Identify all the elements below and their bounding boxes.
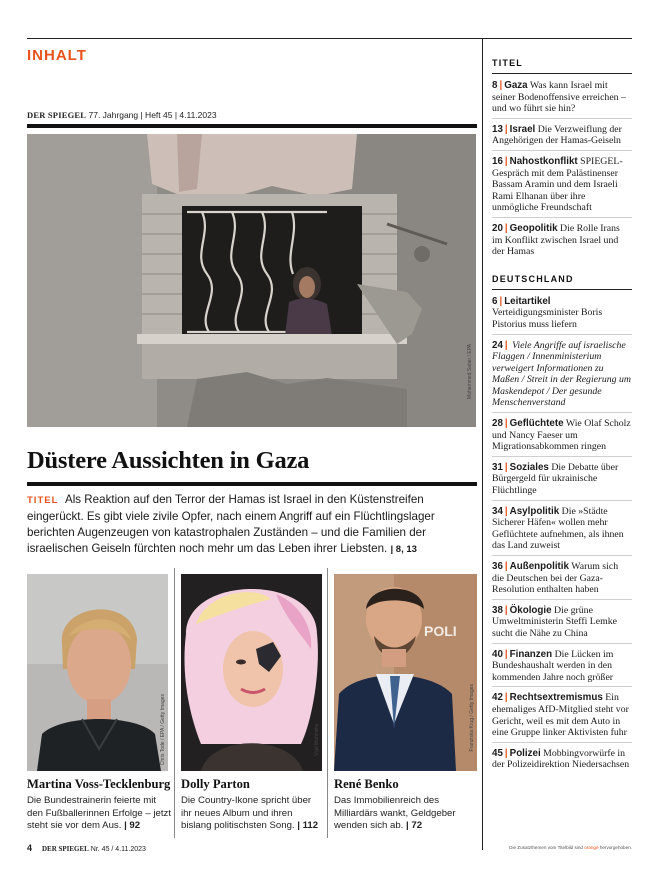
- portrait-rene-benko[interactable]: [334, 574, 477, 771]
- toc-category: Nahostkonflikt: [509, 155, 578, 167]
- toc-text: Viele Angriffe auf israelische Flaggen / Innenministerium verweigert Informationen zu Maßen / Streit in der Regierung um Maskendepot / Der gesunde Menschenverstand: [492, 339, 631, 409]
- toc-page: 24: [492, 339, 503, 351]
- toc-text: SPIEGEL-Gespräch mit dem Palästinenser Bassam Aramin und dem Israeli Rami Elhanan über ihre unmögliche Freundschaft: [492, 155, 623, 214]
- toc-page: 42: [492, 692, 503, 704]
- feature-description: [181, 795, 324, 833]
- hero-lead: [27, 492, 479, 558]
- portrait-credit: Franziska Krug / Getty Images: [469, 684, 475, 752]
- svg-text:POLI: POLI: [424, 623, 457, 639]
- feature-description: [27, 795, 172, 833]
- toc-category: Rechtsextremismus: [509, 692, 603, 704]
- toc-section-title: DEUTSCHLAND: [492, 266, 632, 290]
- toc-text: Mobbingvorwürfe in der Polizeidirektion Niedersachsen: [492, 747, 630, 771]
- feature-description: [334, 795, 477, 833]
- feature-text: Das Immobilienreich des Milliardärs wankt, Geldgeber wenden sich ab.: [334, 795, 456, 832]
- toc-item[interactable]: 40 | Finanzen Die Lücken im Bundeshaushalt werden in den kommenden Jahre noch größer: [492, 649, 632, 688]
- lead-ref: | 8, 13: [390, 544, 417, 555]
- footer-note-orange: orange: [584, 845, 599, 850]
- footer-issue: Nr. 45 / 4.11.2023: [90, 846, 146, 853]
- section-label: INHALT: [27, 47, 87, 64]
- hero-photo[interactable]: [27, 134, 476, 427]
- toc-category: Leitartikel: [504, 295, 551, 307]
- portrait-illustration: [27, 574, 168, 771]
- footer-note-text: hervorgehoben.: [599, 845, 632, 850]
- toc-category: Außenpolitik: [509, 561, 569, 572]
- toc-text: Wie Olaf Scholz und Nancy Faeser um Migrationsabkommen ringen: [492, 418, 631, 453]
- portrait-divider: [327, 568, 328, 838]
- toc-item[interactable]: 24 | Viele Angriffe auf israelische Flaggen / Innenministerium verweigert Informationen zu Maßen / Streit in der Regierung um Maskendepot / Der gesunde Menschenverstand: [492, 340, 632, 414]
- masthead-rule: [27, 124, 477, 128]
- feature-ref: | 92: [124, 820, 141, 832]
- page-number: 4: [27, 843, 33, 853]
- page-footer: [27, 843, 146, 853]
- masthead-brand: DER SPIEGEL: [27, 110, 87, 120]
- toc-text: Die Debatte über Bürgergeld für ukrainische Flüchtlinge: [492, 461, 619, 497]
- toc-page: 40: [492, 648, 503, 660]
- toc-page: 6: [492, 295, 498, 307]
- toc-text: Die Rolle Irans im Konflikt zwischen Israel und der Hamas: [492, 222, 620, 258]
- footer-note-text: Die Zusatzthemen vom Titelbild sind: [509, 845, 583, 850]
- toc-item[interactable]: 20 | Geopolitik Die Rolle Irans im Konflikt zwischen Israel und der Hamas: [492, 222, 620, 258]
- toc-category: Asylpolitik: [509, 505, 560, 517]
- toc-item[interactable]: 34 | Asylpolitik Die »Städte Sicherer Häfen« wollen mehr Geflüchtete aufnehmen, als ihnen das Land zuweist: [492, 506, 632, 556]
- toc-text: Die »Städte Sicherer Häfen« wollen mehr Geflüchtete aufnehmen, als ihnen das Land zuweist: [492, 505, 624, 552]
- toc-item[interactable]: 8 | Gaza Was kann Israel mit seiner Bodenoffensive erreichen – und wo führt sie hin?: [492, 80, 632, 119]
- toc-text: Verteidigungsminister Boris Pistorius muss liefern: [492, 307, 603, 330]
- toc-page: 45: [492, 747, 503, 759]
- lead-tag: TITEL: [27, 495, 59, 506]
- toc-page: 16: [492, 155, 503, 167]
- toc-item[interactable]: 16 | Nahostkonflikt SPIEGEL-Gespräch mit dem Palästinenser Bassam Aramin und dem Israeli Rami Elhanan über ihre unmögliche Freundschaft: [492, 156, 632, 218]
- toc-category: Polizei: [509, 747, 541, 759]
- masthead-issue: 77. Jahrgang | Heft 45 | 4.11.2023: [88, 110, 217, 120]
- feature-text: Die Bundestrainerin feierte mit den Fußballerinnen Erfolge – jetzt steht sie vor dem Aus.: [27, 795, 171, 832]
- toc-item[interactable]: 42 | Rechtsextremismus Ein ehemaliges AfD-Mitglied steht vor Gericht, weil es mit dem Auto in eine Gruppe linker Aktivisten fuhr: [492, 692, 632, 742]
- toc-text: Was kann Israel mit seiner Bodenoffensive erreichen – und wo führt sie hin?: [492, 80, 626, 115]
- portrait-credit: Vijat Mohindra: [314, 724, 320, 756]
- toc-text: Warum sich die Deutschen bei der Gaza-Resolution enthalten haben: [492, 561, 619, 596]
- footer-note: [477, 845, 632, 850]
- toc-item[interactable]: 45 | Polizei Mobbingvorwürfe in der Polizeidirektion Niedersachsen: [492, 747, 630, 771]
- toc-page: 8: [492, 80, 498, 91]
- portrait-divider: [174, 568, 175, 838]
- column-divider: [482, 38, 483, 850]
- portrait-illustration: [334, 574, 477, 771]
- toc-page: 20: [492, 222, 503, 234]
- table-of-contents: [492, 38, 632, 779]
- toc-page: 38: [492, 604, 503, 616]
- portrait-credit: Chris Tode / EPA / Getty Images: [160, 694, 166, 766]
- footer-brand: DER SPIEGEL: [41, 845, 89, 853]
- feature-name[interactable]: René Benko: [334, 777, 399, 791]
- toc-page: 36: [492, 561, 503, 572]
- toc-item[interactable]: 28 | Geflüchtete Wie Olaf Scholz und Nancy Faeser um Migrationsabkommen ringen: [492, 418, 632, 457]
- toc-section-title: TITEL: [492, 38, 632, 74]
- toc-page: 31: [492, 461, 503, 473]
- toc-category: Gaza: [504, 80, 528, 91]
- portrait-voss-tecklenburg[interactable]: [27, 574, 168, 771]
- headline-rule: [27, 482, 477, 486]
- toc-page: 13: [492, 123, 503, 135]
- toc-category: Soziales: [509, 461, 549, 473]
- toc-category: Finanzen: [509, 648, 553, 660]
- toc-page: 34: [492, 505, 503, 517]
- toc-text: Ein ehemaliges AfD-Mitglied steht vor Gericht, weil es mit dem Auto in eine Gruppe linker Aktivisten fuhr: [492, 692, 629, 739]
- toc-text: Die Lücken im Bundeshaushalt werden in den kommenden Jahre noch größer: [492, 648, 614, 683]
- toc-text: Die grüne Umweltministerin Steffi Lemke sucht die Nähe zu China: [492, 604, 617, 639]
- toc-item[interactable]: 36 | Außenpolitik Warum sich die Deutschen bei der Gaza-Resolution enthalten haben: [492, 561, 632, 600]
- feature-ref: | 72: [406, 820, 423, 832]
- portrait-illustration: [181, 574, 322, 771]
- masthead: [27, 110, 217, 120]
- toc-item[interactable]: 6 | Leitartikel Verteidigungsminister Boris Pistorius muss liefern: [492, 296, 632, 335]
- hero-photo-credit: Mohammed Saber / EPA: [467, 344, 473, 399]
- hero-headline[interactable]: Düstere Aussichten in Gaza: [27, 447, 310, 474]
- feature-text: Die Country-Ikone spricht über ihr neues Album und ihren bislang politischsten Song.: [181, 795, 312, 832]
- feature-ref: | 112: [297, 820, 319, 832]
- toc-category: Geflüchtete: [509, 418, 564, 430]
- feature-name[interactable]: Dolly Parton: [181, 777, 250, 791]
- toc-category: Geopolitik: [509, 222, 558, 234]
- toc-category: Israel: [509, 123, 536, 135]
- toc-category: Ökologie: [509, 604, 552, 616]
- lead-text: Als Reaktion auf den Terror der Hamas ist Israel in den Küstenstreifen eingerückt. Es gibt viele zivile Opfer, nach einem Angriff auf ein Flüchtlingslager berichten Augenzeugen von katastrophalen Zuständen – und die Familien der israelischen Geiseln fürchten noch mehr um das Leben ihrer Liebsten.: [27, 493, 435, 555]
- toc-item[interactable]: 38 | Ökologie Die grüne Umweltministerin Steffi Lemke sucht die Nähe zu China: [492, 605, 632, 644]
- toc-item[interactable]: 31 | Soziales Die Debatte über Bürgergeld für ukrainische Flüchtlinge: [492, 462, 632, 501]
- feature-name[interactable]: Martina Voss-Tecklenburg: [27, 777, 171, 791]
- toc-page: 28: [492, 418, 503, 430]
- toc-item[interactable]: 13 | Israel Die Verzweiflung der Angehörigen der Hamas-Geiseln: [492, 124, 632, 151]
- toc-text: Die Verzweiflung der Angehörigen der Hamas-Geiseln: [492, 123, 622, 147]
- hero-illustration: [27, 134, 476, 427]
- portrait-dolly-parton[interactable]: [181, 574, 322, 771]
